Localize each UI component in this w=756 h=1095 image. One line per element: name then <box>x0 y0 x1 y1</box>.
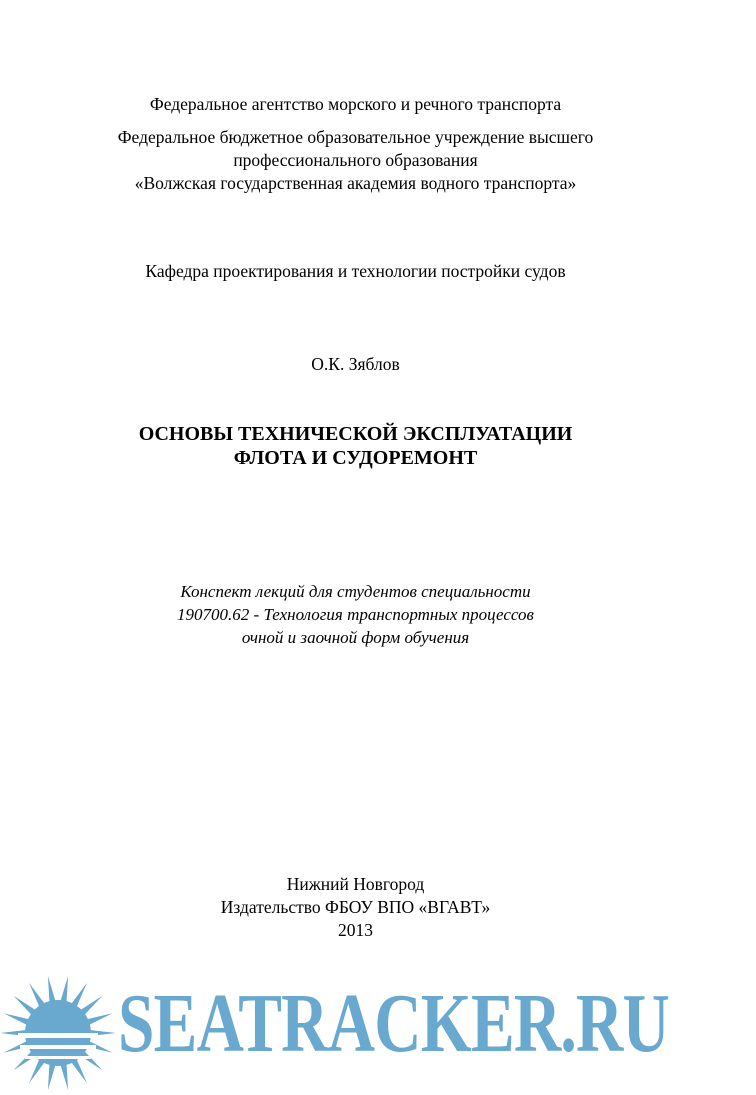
subtitle-line-3: очной и заочной форм обучения <box>241 628 470 647</box>
watermark-text: SEATRACKER.RU <box>118 977 670 1070</box>
institution-line-3: «Волжская государственная академия водного транспорта» <box>134 173 577 193</box>
institution-line-1: Федеральное бюджетное образовательное учреждение высшего <box>117 127 594 147</box>
watermark <box>0 975 756 1095</box>
subtitle-line-1: Конспект лекций для студентов специальности <box>180 582 531 601</box>
imprint-year: 2013 <box>338 920 373 940</box>
sun-ray <box>60 976 68 1004</box>
subtitle-line-2: 190700.62 - Технология транспортных процессов <box>177 605 534 624</box>
imprint-publisher: Издательство ФБОУ ВПО «ВГАВТ» <box>220 897 491 917</box>
department-name: Кафедра проектирования и технологии постройки судов <box>145 261 566 281</box>
book-title-line-2: ФЛОТА И СУДОРЕМОНТ <box>233 447 478 469</box>
sun-ray <box>48 1062 56 1090</box>
sun-ray <box>60 1062 68 1090</box>
book-title-line-1: ОСНОВЫ ТЕХНИЧЕСКОЙ ЭКСПЛУАТАЦИИ <box>138 423 573 445</box>
institution-line-2: профессионального образования <box>233 150 478 170</box>
sun-ray <box>48 976 56 1004</box>
sun-icon <box>0 975 124 1095</box>
author-name: О.К. Зяблов <box>311 354 400 374</box>
agency-name: Федеральное агентство морского и речного транспорта <box>149 94 562 114</box>
imprint-city: Нижний Новгород <box>286 874 425 894</box>
